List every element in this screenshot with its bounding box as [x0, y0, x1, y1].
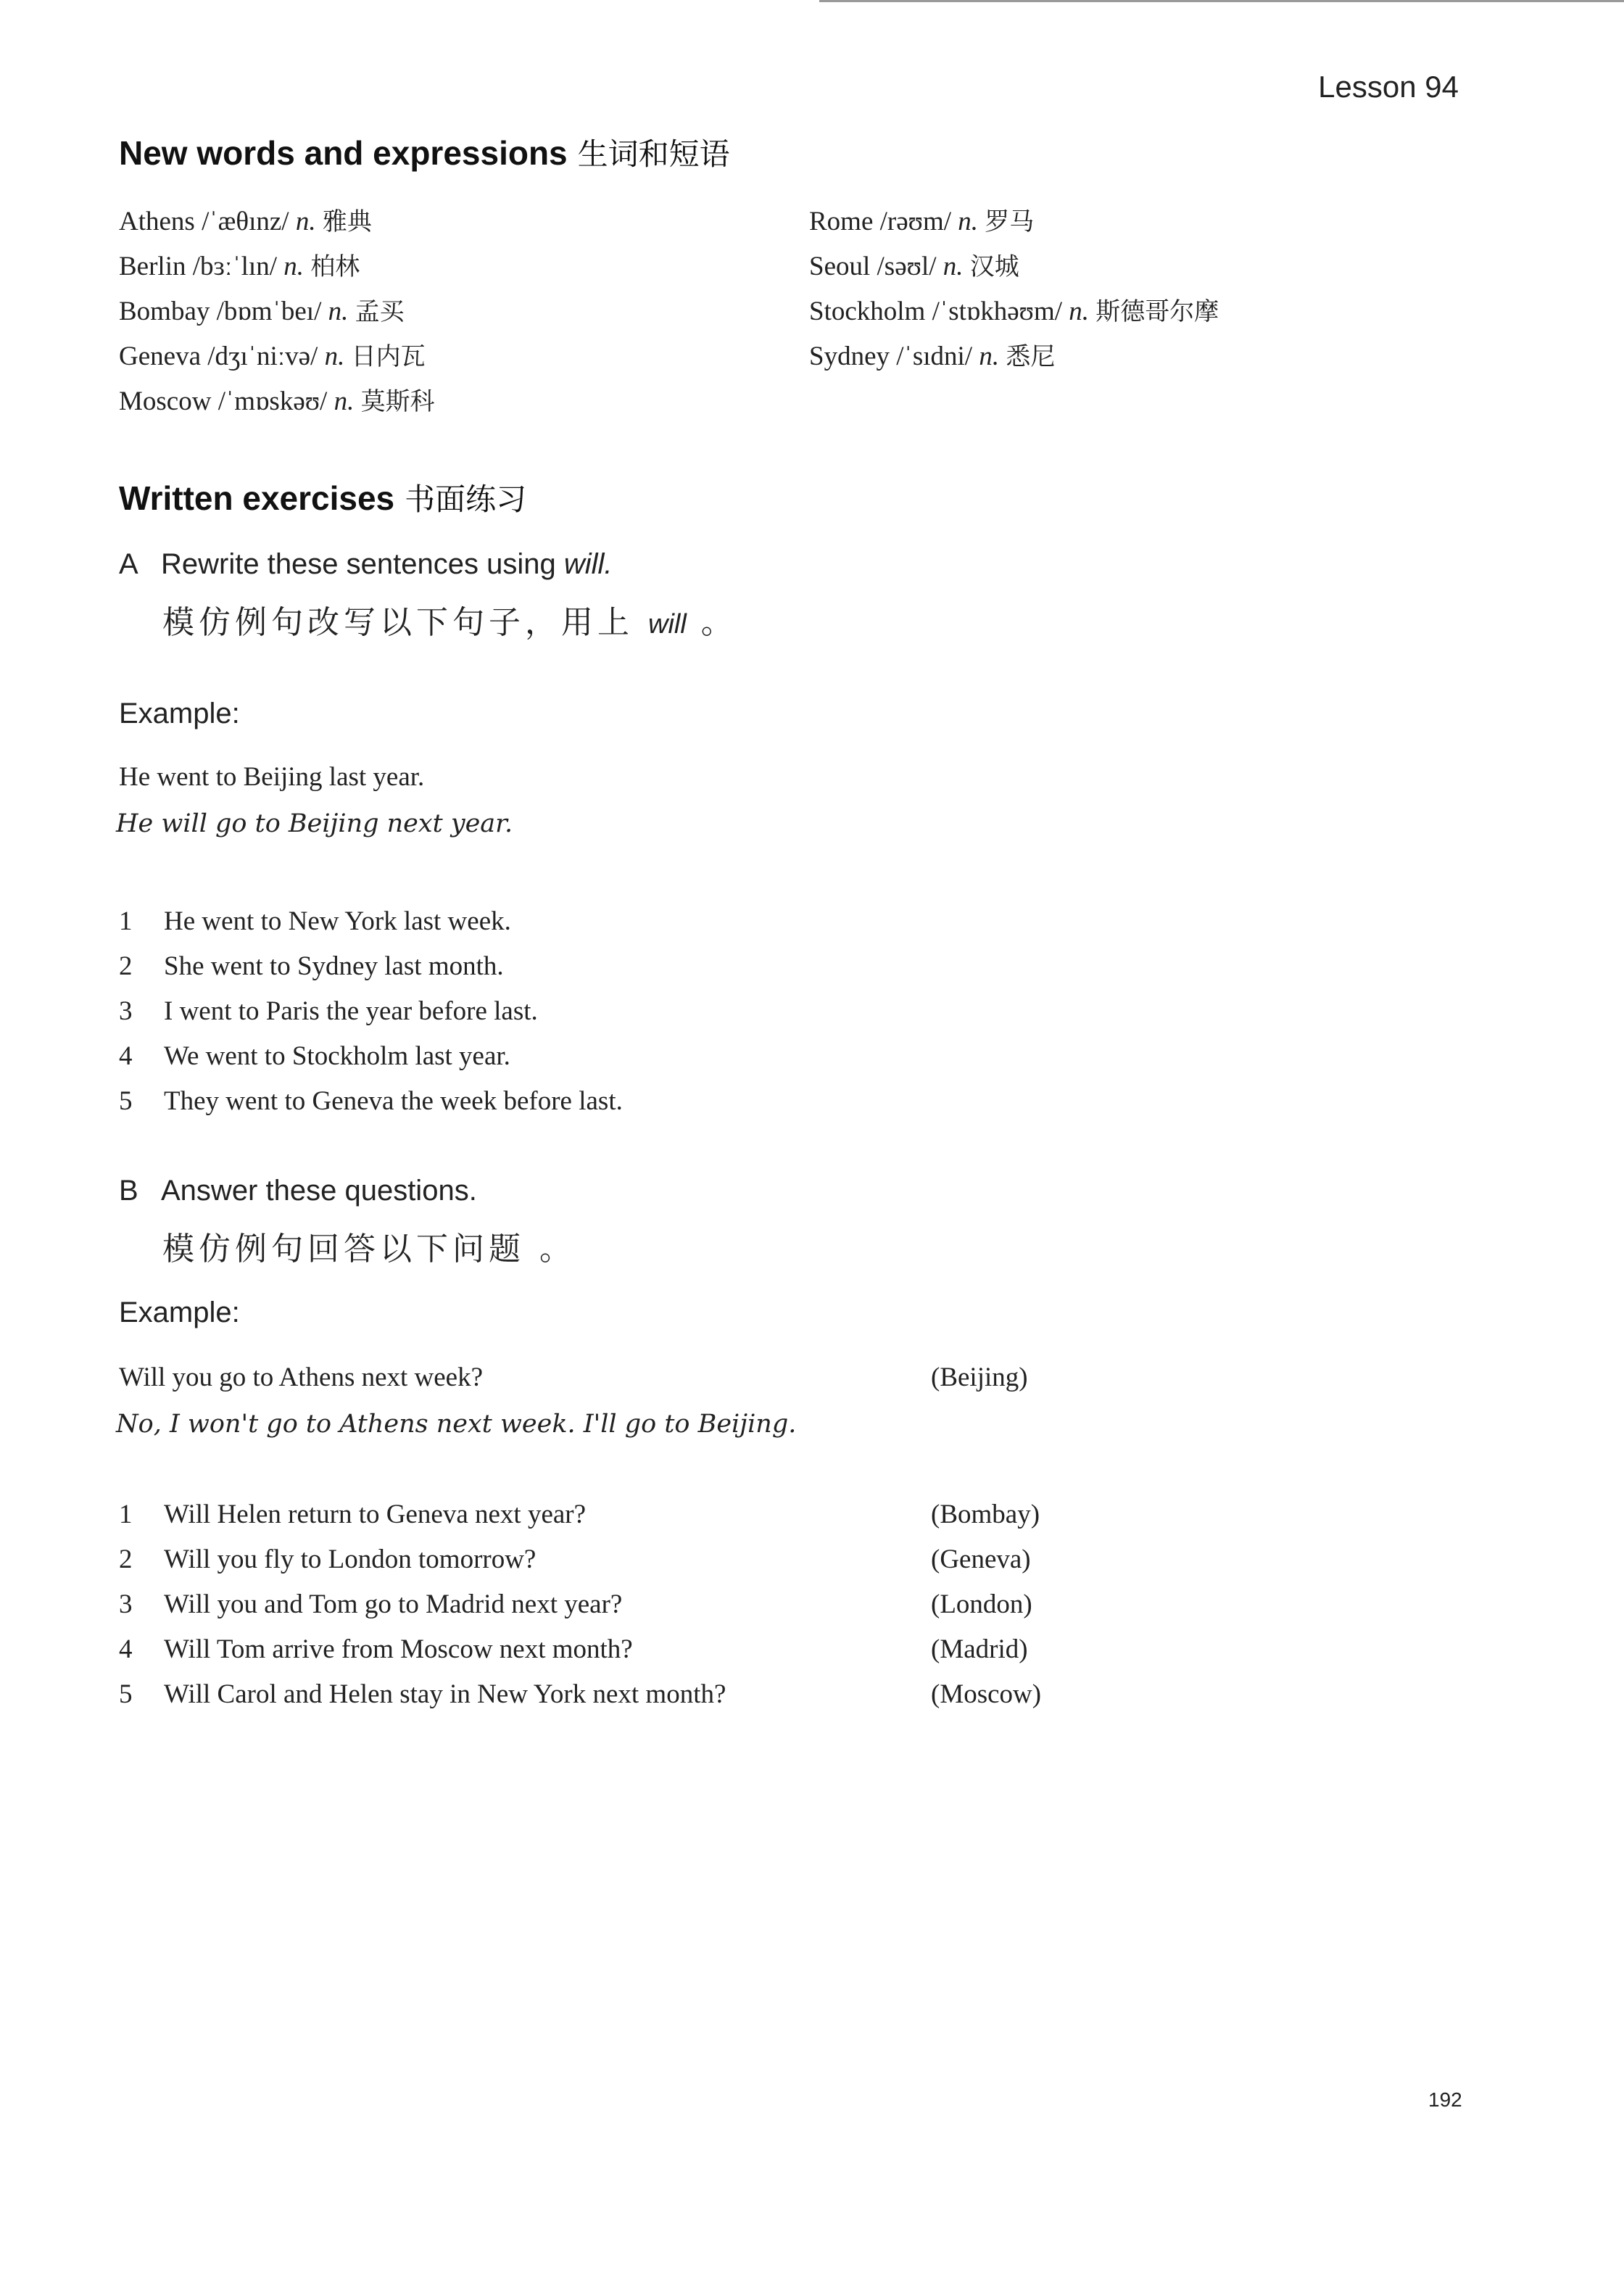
- list-item: 5 They went to Geneva the week before last.: [119, 1086, 623, 1116]
- exercise-b-instruction: B Answer these questions.: [119, 1175, 477, 1207]
- exercise-a-example-answer: He will go to Beijing next year.: [116, 809, 513, 838]
- new-words-heading-en: New words and expressions: [119, 134, 568, 172]
- list-item-hint: (Bombay): [931, 1500, 1040, 1529]
- list-item: 2 Will you fly to London tomorrow? (Geneva): [119, 1537, 726, 1582]
- exercise-a-example-sentence: He went to Beijing last year.: [119, 762, 425, 792]
- exercise-a-example-label: Example:: [119, 698, 240, 729]
- vocab-entry: Stockholm /ˈstɒkhəʊm/ n. 斯德哥尔摩: [809, 297, 1219, 326]
- vocab-entry: Moscow /ˈmɒskəʊ/ n. 莫斯科: [119, 386, 435, 416]
- exercise-b-letter: B: [119, 1175, 138, 1207]
- exercise-b-example-hint: (Beijing): [931, 1363, 1028, 1392]
- list-item: 1 He went to New York last week.: [119, 906, 511, 936]
- vocab-entry: Bombay /bɒmˈbeı/ n. 孟买: [119, 297, 405, 326]
- list-item-hint: (Geneva): [931, 1545, 1031, 1574]
- top-rule: [819, 0, 1624, 2]
- exercise-a-instruction-zh: 模仿例句改写以下句子，用上 will 。: [162, 604, 737, 641]
- exercise-b-example-question: Will you go to Athens next week?: [119, 1363, 484, 1392]
- exercise-b-instruction-zh: 模仿例句回答以下问题 。: [162, 1231, 576, 1268]
- list-item: 5 Will Carol and Helen stay in New York next month? (Moscow): [119, 1672, 726, 1717]
- written-exercises-heading-zh: 书面练习: [405, 481, 527, 517]
- written-exercises-heading-en: Written exercises: [119, 479, 395, 517]
- list-item: 2 She went to Sydney last month.: [119, 951, 504, 981]
- list-item: 4 We went to Stockholm last year.: [119, 1041, 510, 1071]
- list-item-hint: (Moscow): [931, 1679, 1042, 1709]
- list-item: 3 Will you and Tom go to Madrid next year? (London): [119, 1582, 726, 1627]
- vocab-entry: Athens /ˈæθınz/ n. 雅典: [119, 207, 372, 236]
- vocab-right-column: [809, 199, 1219, 379]
- exercise-b-example-label: Example:: [119, 1297, 240, 1328]
- exercise-a-letter: A: [119, 548, 138, 580]
- list-item: 4 Will Tom arrive from Moscow next month? (Madrid): [119, 1627, 726, 1672]
- page-number: 192: [1428, 2088, 1462, 2111]
- lesson-label: Lesson 94: [1318, 70, 1459, 104]
- new-words-heading: [119, 131, 730, 174]
- list-item-hint: (Madrid): [931, 1634, 1028, 1664]
- new-words-heading-zh: 生词和短语: [577, 136, 730, 172]
- exercise-b-example-answer: No, I won't go to Athens next week. I'll go to Beijing.: [116, 1410, 797, 1439]
- exercise-a-instruction: A Rewrite these sentences using will.: [119, 548, 613, 580]
- vocab-entry: Berlin /bɜːˈlın/ n. 柏林: [119, 252, 360, 281]
- list-item: 3 I went to Paris the year before last.: [119, 996, 538, 1026]
- list-item: 1 Will Helen return to Geneva next year? (Bombay): [119, 1492, 726, 1537]
- vocab-entry: Rome /rəʊm/ n. 罗马: [809, 207, 1035, 236]
- vocab-left-column: [119, 199, 435, 424]
- vocab-entry: Sydney /ˈsıdni/ n. 悉尼: [809, 342, 1056, 371]
- exercise-b-list: [119, 1492, 1042, 1717]
- written-exercises-heading: [119, 476, 526, 519]
- list-item-hint: (London): [931, 1589, 1032, 1619]
- vocab-entry: Geneva /dʒıˈniːvə/ n. 日内瓦: [119, 342, 426, 371]
- exercise-a-list: [119, 899, 623, 1124]
- vocab-entry: Seoul /səʊl/ n. 汉城: [809, 252, 1019, 281]
